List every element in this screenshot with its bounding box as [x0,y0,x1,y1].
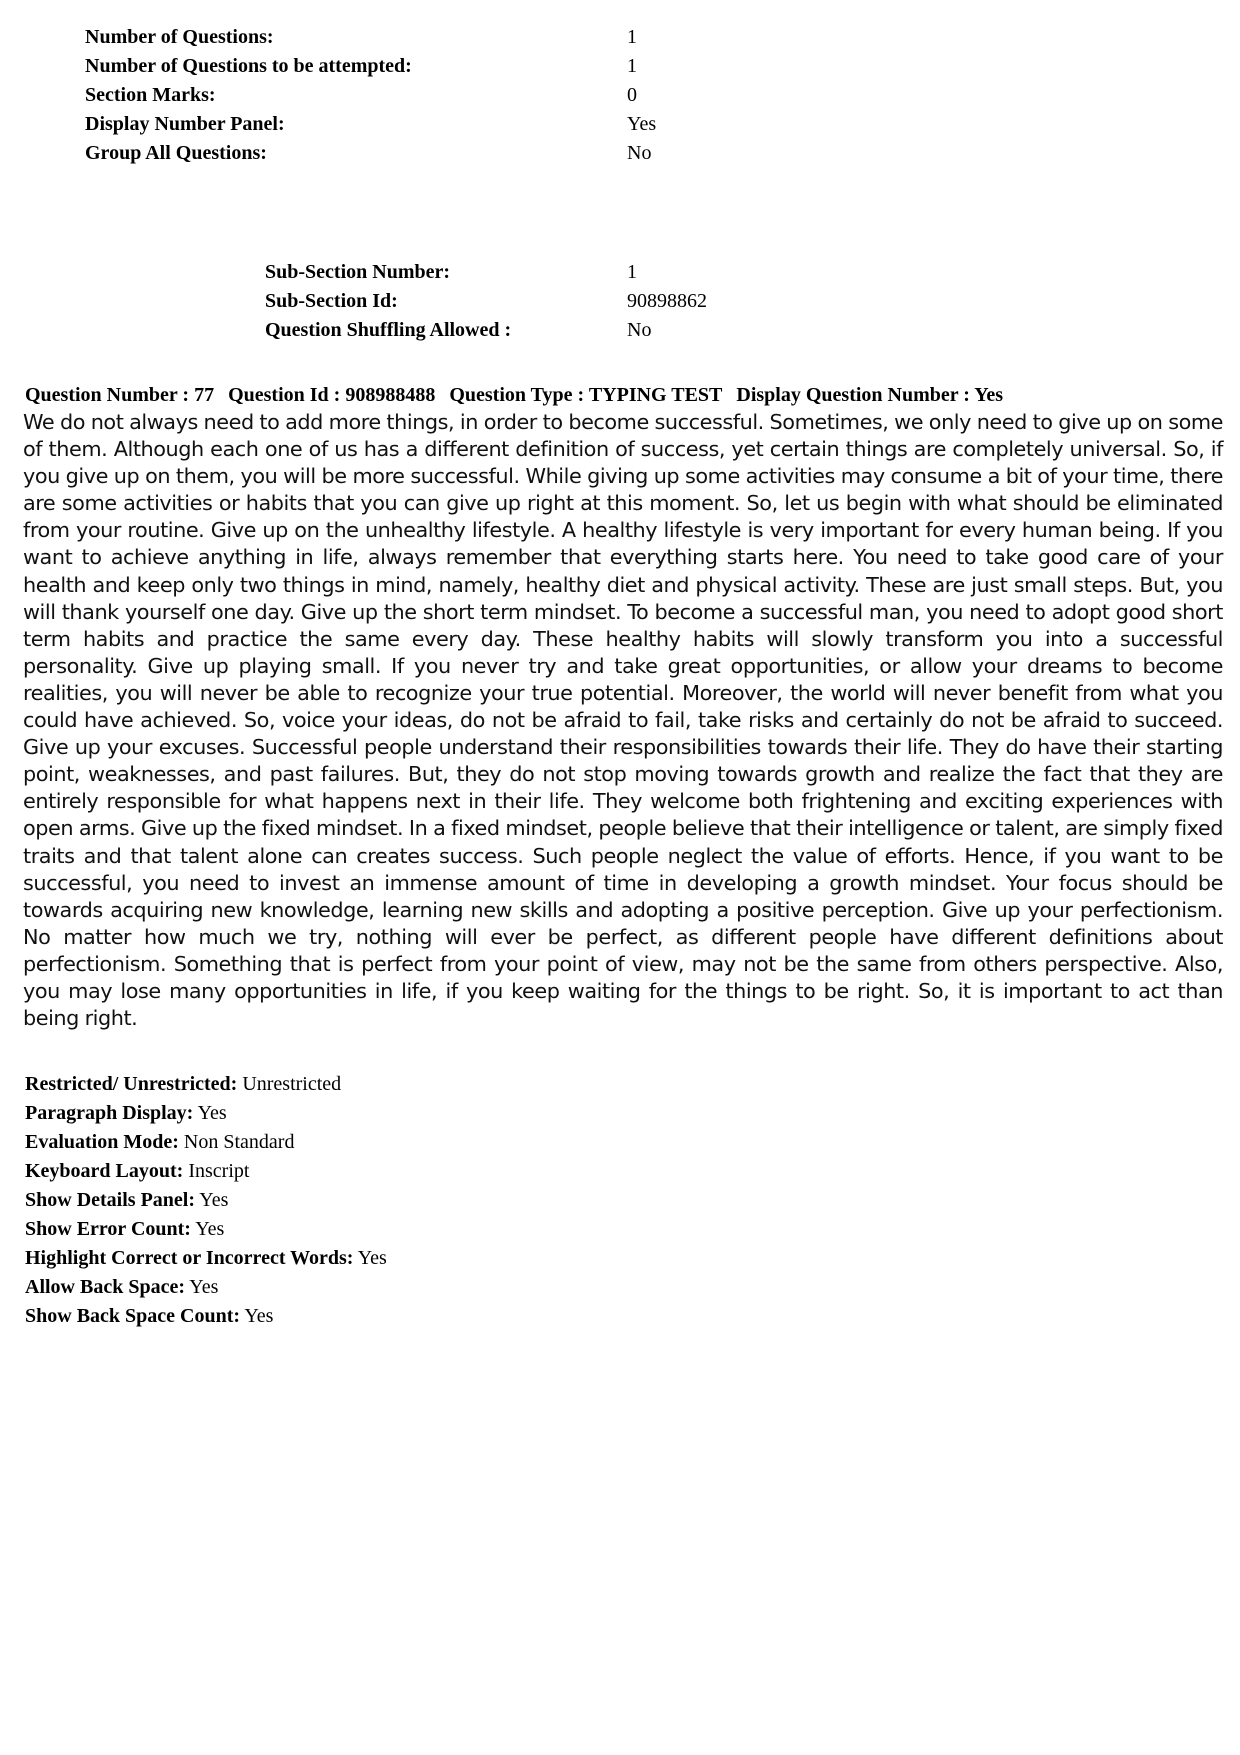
question-id: Question Id : 908988488 [228,384,436,406]
option-error-count: Show Error Count: Yes [25,1218,225,1240]
section-label-number-panel: Display Number Panel: [85,113,285,135]
subsection-label-id: Sub-Section Id: [265,290,398,312]
section-label-attempted: Number of Questions to be attempted: [85,55,412,77]
option-backspace-count: Show Back Space Count: Yes [25,1305,274,1327]
question-type: Question Type : TYPING TEST [449,384,723,406]
option-paragraph-display: Paragraph Display: Yes [25,1102,227,1124]
option-keyboard-layout: Keyboard Layout: Inscript [25,1160,250,1182]
display-question-number: Display Question Number : Yes [736,384,1004,406]
subsection-label-number: Sub-Section Number: [265,261,451,283]
subsection-value-id: 90898862 [627,290,707,312]
section-value-number-panel: Yes [627,113,657,135]
option-allow-backspace: Allow Back Space: Yes [25,1276,219,1298]
question-number: Question Number : 77 [25,384,215,406]
option-details-panel: Show Details Panel: Yes [25,1189,229,1211]
subsection-value-shuffling: No [627,319,652,341]
option-evaluation-mode: Evaluation Mode: Non Standard [25,1131,295,1153]
typing-passage: We do not always need to add more things, in order to become successful. Sometimes, we only need to give up on some of them. Although each one of us has a different definition of success, yet certain things are completely universal. So, if you give up on them, you will be more successful. While giving up some activities may consume a bit of your time, there are some activities or habits that you can give up right at this moment. So, let us begin with what should be eliminated from your routine. Give up on the unhealthy lifestyle. A healthy lifestyle is very important for every human being. If you want to achieve anything in life, always remember that everything starts here. You need to take good care of your health and keep only two things in mind, namely, healthy diet and physical activity. These are just small steps. But, you will thank yourself one day. Give up the short term mindset. To become a successful man, you need to adopt good short term habits and practice the same every day. These healthy habits will slowly transform you into a successful personality. Give up playing small. If you never try and take great opportunities, or allow your dreams to become realities, you will never be able to recognize your true potential. Moreover, the world will never benefit from what you could have achieved. So, voice your ideas, do not be afraid to fail, take risks and certainly do not be afraid to succeed. Give up your excuses. Successful people understand their responsibilities towards their life. They do have their starting point, weaknesses, and past failures. But, they do not stop moving towards growth and realize the fact that they are entirely responsible for what happens next in their life. They welcome both frightening and exciting experiences with open arms. Give up the fixed mindset. In a fixed mindset, people believe that their intelligence or talent, are simply fixed traits and that talent alone can creates success. Such people neglect the value of efforts. Hence, if you want to be successful, you need to invest an immense amount of time in developing a growth mindset. Your focus should be towards acquiring new knowledge, learning new skills and adopting a positive perception. Give up your perfectionism. No matter how much we try, nothing will ever be perfect, as different people have different definitions about perfectionism. Something that is perfect from your point of view, may not be the same from others perspective. Also, you may lose many opportunities in life, if you keep waiting for the things to be right. So, it is important to act than being right. [23,410,1223,1031]
option-restricted: Restricted/ Unrestricted: Unrestricted [25,1073,342,1095]
subsection-label-shuffling: Question Shuffling Allowed : [265,319,512,341]
section-label-group: Group All Questions: [85,142,267,164]
section-label-marks: Section Marks: [85,84,216,106]
section-value-questions: 1 [627,26,637,48]
question-header [25,381,1012,410]
section-value-group: No [627,142,652,164]
subsection-value-number: 1 [627,261,637,283]
section-value-attempted: 1 [627,55,637,77]
section-value-marks: 0 [627,84,637,106]
option-highlight-words: Highlight Correct or Incorrect Words: Yes [25,1247,387,1269]
section-label-questions: Number of Questions: [85,26,274,48]
